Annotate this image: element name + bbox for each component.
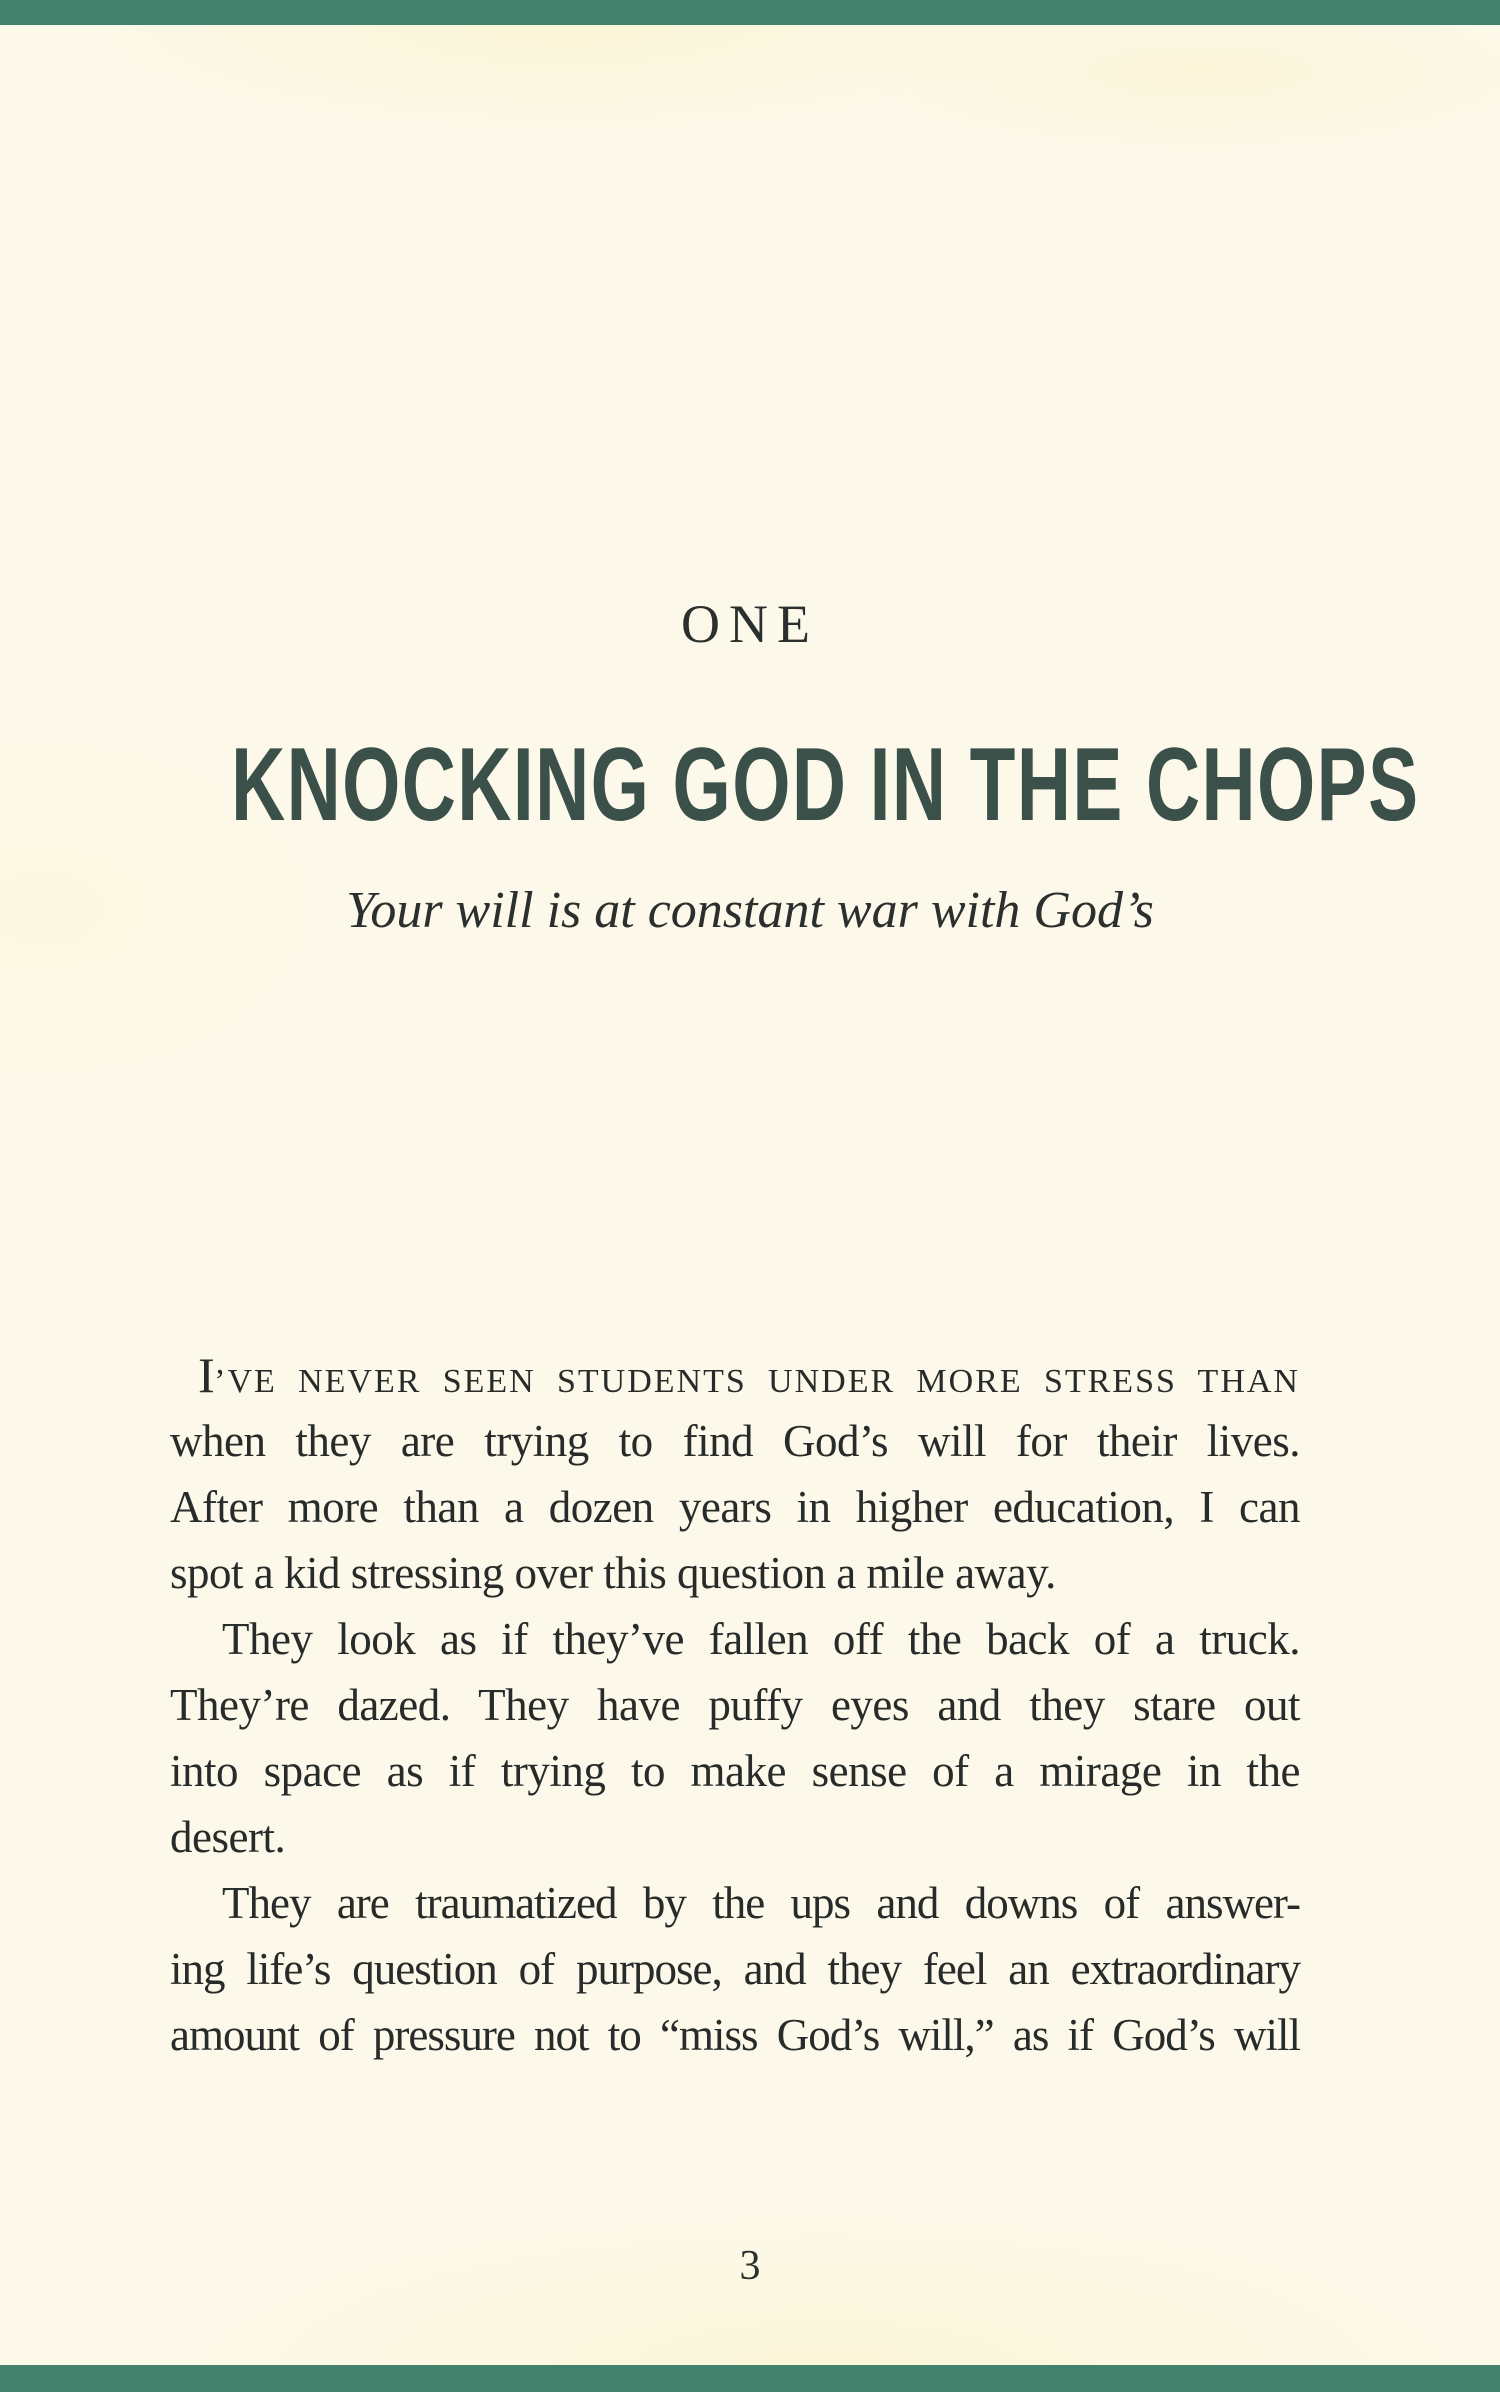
scan-edge-band-top: [0, 0, 1500, 25]
scan-edge-band-bottom: [0, 2365, 1500, 2392]
body-opening-line: [170, 1342, 1300, 1408]
chapter-number: ONE: [681, 594, 819, 654]
chapter-title-text: KNOCKING GOD IN THE CHOPS: [231, 727, 1420, 843]
body-line: desert.: [170, 1812, 286, 1862]
body-line: spot a kid stressing over this question a mile away.: [170, 1548, 1056, 1598]
chapter-subtitle: Your will is at constant war with God’s: [346, 882, 1154, 939]
body-line: They are traumatized by the ups and downs of answer-: [222, 1878, 1300, 1928]
body-line: ing life’s question of purpose, and they feel an extraordinary: [170, 1944, 1300, 1994]
opening-small-caps: ’VE NEVER SEEN STUDENTS UNDER MORE STRESS THAN: [214, 1363, 1300, 1400]
body-line: amount of pressure not to “miss God’s will,” as if God’s will: [170, 2010, 1300, 2060]
body-line: After more than a dozen years in higher education, I can: [170, 1482, 1300, 1532]
opening-initial-cap: I: [198, 1347, 215, 1403]
body-line: They look as if they’ve fallen off the back of a truck.: [222, 1614, 1300, 1664]
page-number: 3: [739, 2243, 761, 2289]
body-line: They’re dazed. They have puffy eyes and they stare out: [170, 1680, 1300, 1730]
chapter-title: [0, 727, 1500, 843]
body-text: [170, 1342, 1300, 2068]
body-line: into space as if trying to make sense of a mirage in the: [170, 1746, 1300, 1796]
body-line: when they are trying to find God’s will for their lives.: [170, 1416, 1300, 1466]
